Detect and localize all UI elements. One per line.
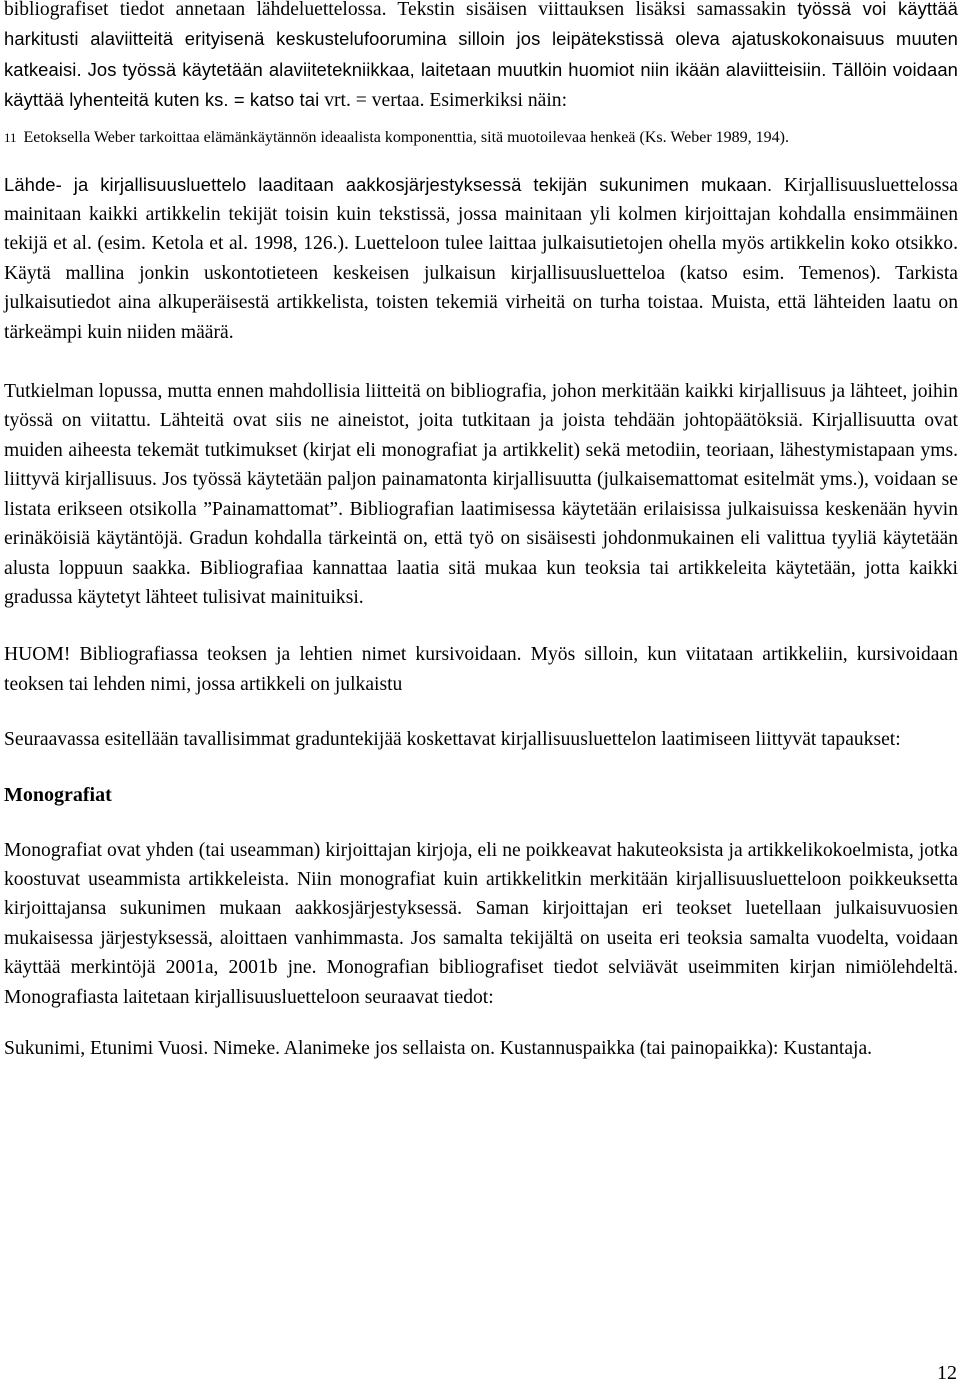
kirjallisuus-text: Kirjallisuusluettelossa mainitaan kaikki artikkelin tekijät toisin kuin tekstissä, jossa mainitaan yli kolmen kirjoittajan kohdalla ensimmäinen tekijä et al. (esim. Ketola et al. 1998, 126.). Luetteloon tulee laittaa julkaisutietojen ohella myös artikkelin koko otsikko. Käytä mallina jonkin uskontotieteen keskeisen julkaisun kirjallisuusluetteloa (katso esim. Temenos). Tarkista julkaisutiedot aina alkuperäisestä artikkelista, toisten tekemiä virheitä on turha toistaa. Muista, että lähteiden laatu on tärkeämpi kuin niiden määrä.: [4, 174, 958, 343]
paragraph-lahde: [4, 170, 958, 347]
intro-serif-text: bibliografiset tiedot annetaan lähdeluettelossa. Tekstin sisäisen viittauksen lisäksi samassakin: [4, 0, 787, 20]
document-page: [4, 0, 958, 1063]
paragraph-format: Sukunimi, Etunimi Vuosi. Nimeke. Alanimeke jos sellaista on. Kustannuspaikka (tai painopaikka): Kustantaja.: [4, 1037, 873, 1059]
intro-sans-text: työssä voi käyttää harkitusti alaviitteitä erityisenä keskustelufoorumina silloin jos leipätekstissä oleva ajatuskokonaisuus muuten katkeaisi. Jos työssä käytetään alaviitetekniikkaa, laitetaan muutkin huomiot niin ikään alaviitteisiin. Tällöin voidaan käyttää lyhenteitä kuten ks. = katso tai: [4, 0, 958, 111]
footnote: [4, 124, 958, 151]
intro-end-text: vrt. = vertaa. Esimerkiksi näin:: [324, 90, 568, 112]
paragraph-monografiat: Monografiat ovat yhden (tai useamman) kirjoittajan kirjoja, eli ne poikkeavat hakuteoksista ja artikkelikokoelmista, jotka koostuvat useammista artikkeleista. Niin monografiat kuin artikkelitkin merkitään kirjallisuusluetteloon poikkeuksetta kirjoittajansa sukunimen mukaan aakkosjärjestyksessä. Saman kirjoittajan eri teokset luetellaan julkaisuvuosien mukaisessa järjestyksessä, aloittaen vanhimmasta. Jos samalta tekijältä on useita eri teoksia samalta vuodelta, voidaan käyttää merkintöjä 2001a, 2001b jne. Monografian bibliografiset tiedot selviävät useimmiten kirjan nimiölehdeltä. Monografiasta laitetaan kirjallisuusluetteloon seuraavat tiedot:: [4, 839, 958, 1008]
paragraph-seuraavassa: Seuraavassa esitellään tavallisimmat graduntekijää koskettavat kirjallisuusluettelon laatimiseen liittyvät tapaukset:: [4, 729, 901, 751]
section-heading-monografiat: Monografiat: [4, 783, 112, 806]
paragraph-tutkielma: Tutkielman lopussa, mutta ennen mahdollisia liitteitä on bibliografia, johon merkitään kaikki kirjallisuus ja lähteet, joihin työssä on viitattu. Lähteitä ovat siis ne aineistot, joita tutkitaan ja joista tehdään johtopäätöksiä. Kirjallisuutta ovat muiden aiheesta tekemät tutkimukset (kirjat eli monografiat ja artikkelit) sekä metodiin, teoriaan, lähestymistapaan yms. liittyvä kirjallisuus. Jos työssä käytetään paljon painamatonta kirjallisuutta (julkaisemattomat esitelmät yms.), voidaan se listata erikseen otsikolla ”Painamattomat”. Bibliografian laatimisessa käytetään erilaisissa julkaisuissa keskenään hyvin erinäköisiä käytäntöjä. Gradun kohdalla tärkeintä on, että työ on sisäisesti johdonmukainen eli valittua tyyliä käytetään alusta loppuun saakka. Bibliografiaa kannattaa laatia sitä mukaa kun teoksia tai artikkeleita käytetään, jotta kaikki gradussa käytetyt lähteet tulisivat mainituiksi.: [4, 381, 958, 608]
paragraph-huom: HUOM! Bibliografiassa teoksen ja lehtien nimet kursivoidaan. Myös silloin, kun viitataan artikkeliin, kursivoidaan teoksen tai lehden nimi, jossa artikkeli on julkaistu: [4, 644, 958, 695]
lahde-sentence: Lähde- ja kirjallisuusluettelo laaditaan aakkosjärjestyksessä tekijän sukunimen mukaan.: [4, 173, 773, 195]
intro-paragraph: [4, 0, 958, 116]
page-number: 12: [937, 1362, 957, 1384]
footnote-text: Eetoksella Weber tarkoittaa elämänkäytännön ideaalista komponenttia, sitä muotoilevaa henkeä (Ks. Weber 1989, 194).: [23, 128, 789, 146]
footnote-number: 11: [4, 129, 17, 145]
